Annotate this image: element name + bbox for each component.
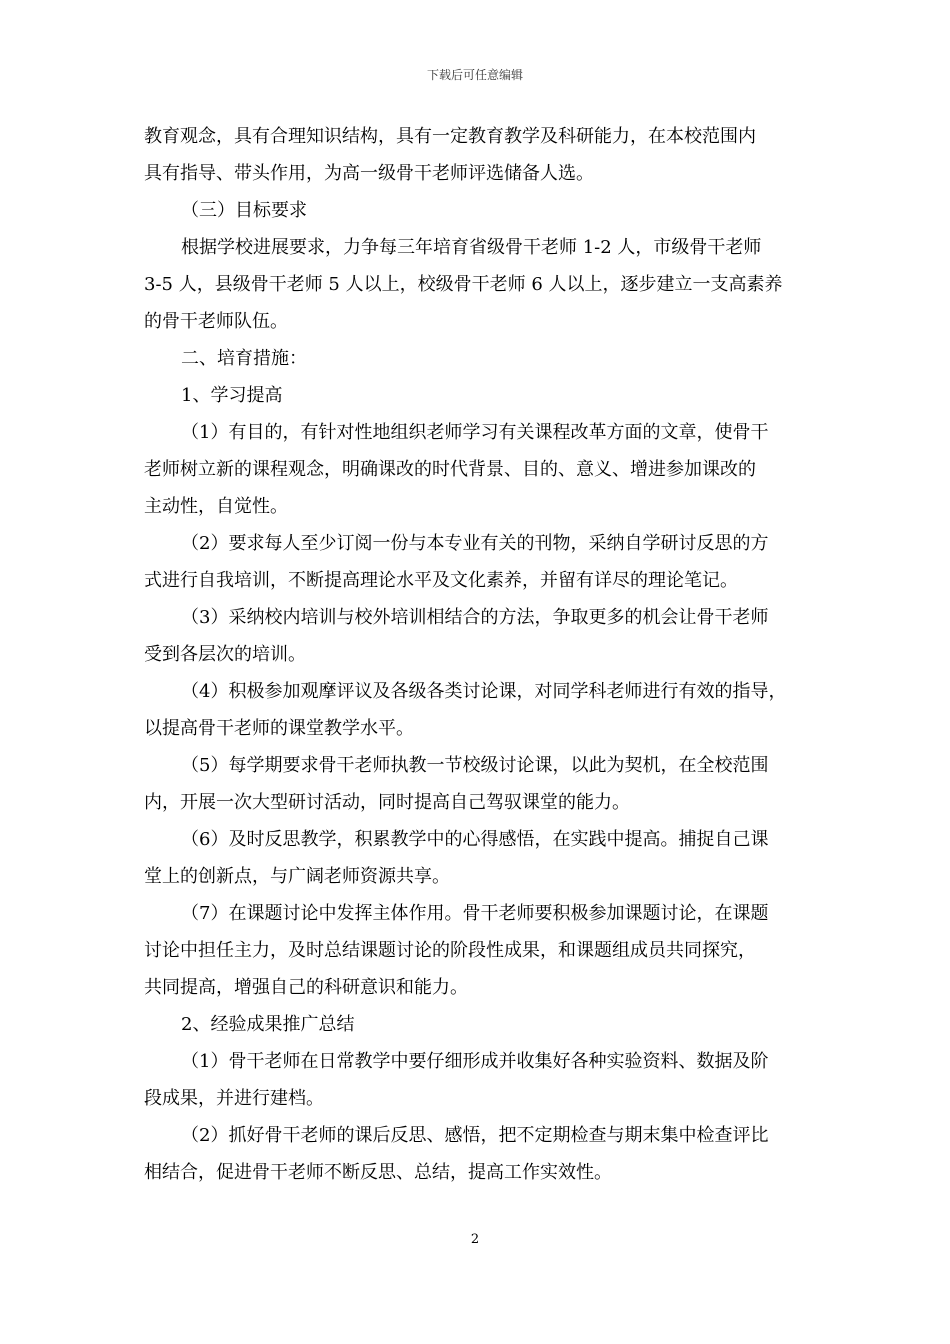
- text-line: （2）要求每人至少订阅一份与本专业有关的刊物，采纳自学研讨反思的方: [181, 533, 769, 554]
- paragraph: [144, 118, 820, 192]
- text-line: （4）积极参加观摩评议及各级各类讨论课，对同学科老师进行有效的指导，: [181, 681, 787, 702]
- text-line: （三）目标要求: [181, 200, 307, 221]
- text-line: 具有指导、带头作用，为高一级骨干老师评选储备人选。: [144, 163, 594, 184]
- text-line: （1）骨干老师在日常教学中要仔细形成并收集好各种实验资料、数据及阶: [181, 1051, 769, 1072]
- paragraph: [144, 821, 820, 895]
- text-line: （5）每学期要求骨干老师执教一节校级讨论课，以此为契机，在全校范围: [181, 755, 769, 776]
- paragraph: [144, 599, 820, 673]
- text-line: 的骨干老师队伍。: [144, 311, 288, 332]
- text-line: 段成果，并进行建档。: [144, 1088, 324, 1109]
- text-line: 受到各层次的培训。: [144, 644, 306, 665]
- paragraph: [144, 673, 820, 747]
- paragraph: [144, 414, 820, 525]
- paragraph: [144, 747, 820, 821]
- text-line: 主动性，自觉性。: [144, 496, 288, 517]
- section-heading: [144, 377, 820, 414]
- text-line: 堂上的创新点，与广阔老师资源共享。: [144, 866, 450, 887]
- text-line: 式进行自我培训，不断提高理论水平及文化素养，并留有详尽的理论笔记。: [144, 570, 738, 591]
- paragraph: [144, 229, 820, 340]
- paragraph: [144, 525, 820, 599]
- text-line: （6）及时反思教学，积累教学中的心得感悟，在实践中提高。捕捉自己课: [181, 829, 769, 850]
- text-line: 根据学校进展要求，力争每三年培育省级骨干老师 1-2 人，市级骨干老师: [181, 237, 762, 258]
- section-heading: [144, 1006, 820, 1043]
- text-line: 3-5 人，县级骨干老师 5 人以上，校级骨干老师 6 人以上，逐步建立一支高素养: [144, 274, 783, 295]
- section-heading: [144, 192, 820, 229]
- text-line: 内，开展一次大型研讨活动，同时提高自己驾驭课堂的能力。: [144, 792, 630, 813]
- section-heading: [144, 340, 820, 377]
- text-line: 教育观念，具有合理知识结构，具有一定教育教学及科研能力，在本校范围内: [144, 126, 756, 147]
- text-line: 二、培育措施：: [181, 348, 307, 369]
- text-line: 1、学习提高: [181, 385, 283, 406]
- paragraph: [144, 1043, 820, 1117]
- text-line: （2）抓好骨干老师的课后反思、感悟，把不定期检查与期末集中检查评比: [181, 1125, 769, 1146]
- text-line: 相结合，促进骨干老师不断反思、总结，提高工作实效性。: [144, 1162, 612, 1183]
- text-line: （1）有目的，有针对性地组织老师学习有关课程改革方面的文章，使骨干: [181, 422, 769, 443]
- text-line: 讨论中担任主力，及时总结课题讨论的阶段性成果，和课题组成员共同探究，: [144, 940, 756, 961]
- page-header: 下载后可任意编辑: [426, 68, 523, 82]
- document-body: [144, 118, 820, 1191]
- text-line: （3）采纳校内培训与校外培训相结合的方法，争取更多的机会让骨干老师: [181, 607, 769, 628]
- paragraph: [144, 1117, 820, 1191]
- paragraph: [144, 895, 820, 1006]
- text-line: 2、经验成果推广总结: [181, 1014, 355, 1035]
- text-line: 共同提高，增强自己的科研意识和能力。: [144, 977, 468, 998]
- text-line: 以提高骨干老师的课堂教学水平。: [144, 718, 414, 739]
- page-number: 2: [470, 1232, 480, 1247]
- text-line: （7）在课题讨论中发挥主体作用。骨干老师要积极参加课题讨论，在课题: [181, 903, 769, 924]
- text-line: 老师树立新的课程观念，明确课改的时代背景、目的、意义、增进参加课改的: [144, 459, 756, 480]
